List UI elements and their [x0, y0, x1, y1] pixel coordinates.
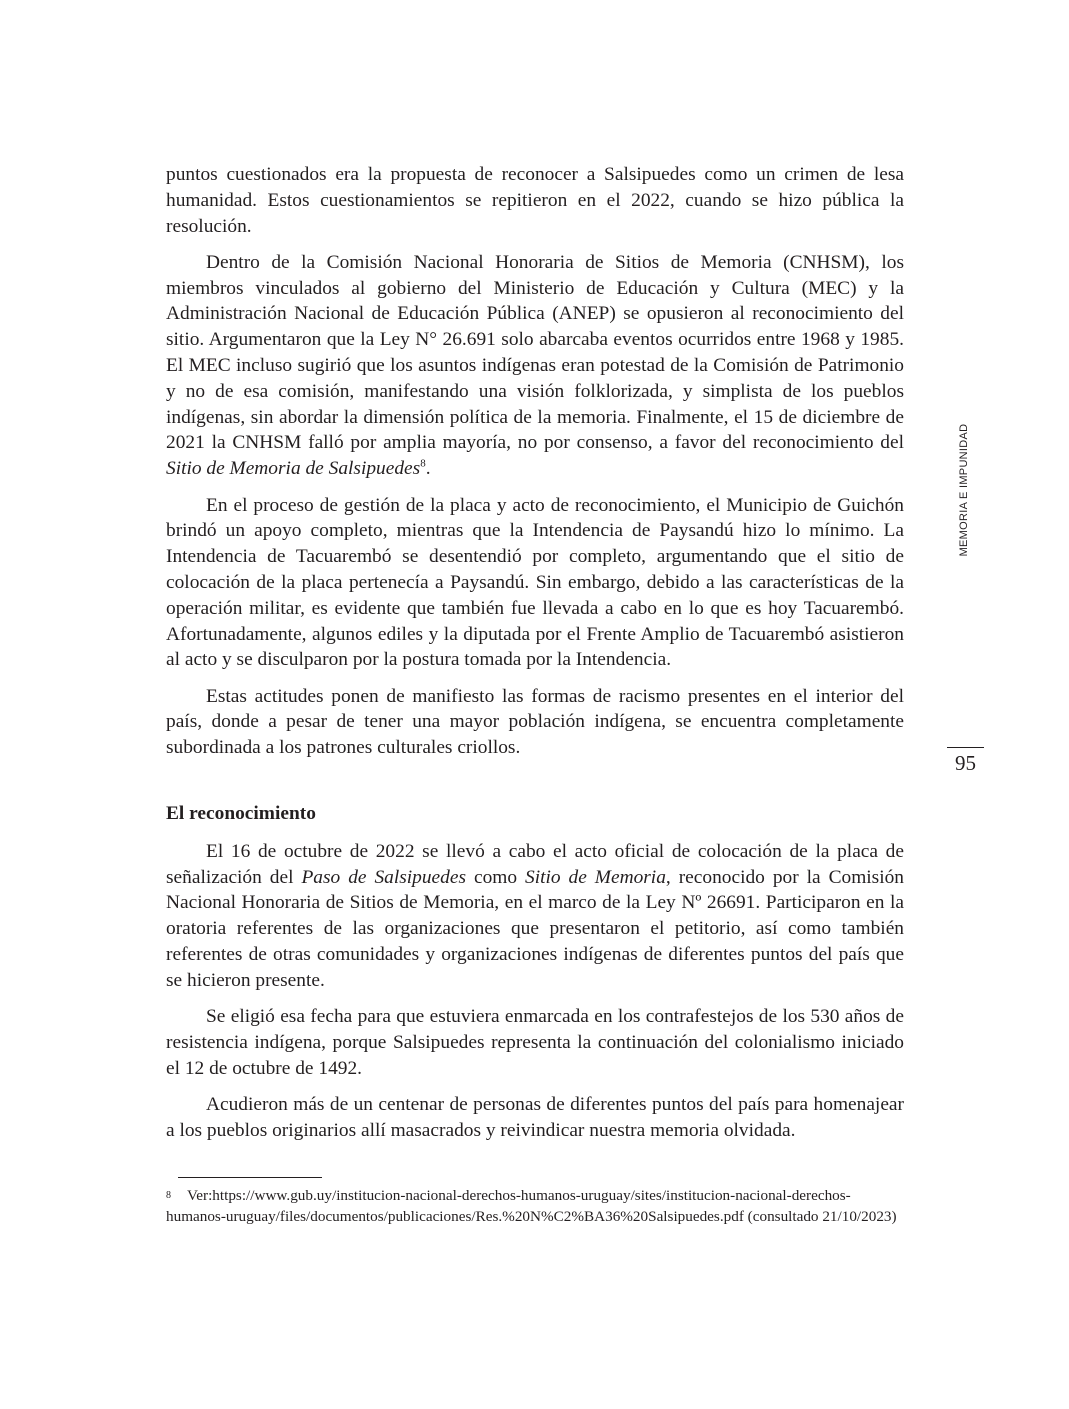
footnote-mark: 8: [166, 1190, 171, 1201]
body-text: [166, 162, 904, 1154]
section-heading: El reconocimiento: [166, 803, 316, 825]
footnote-reference[interactable]: 8: [420, 457, 426, 470]
paragraph: En el proceso de gestión de la placa y acto de reconocimiento, el Municipio de Guichón brindó un apoyo completo, mientras que la Intendencia de Paysandú hizo lo mínimo. La Intendencia de Tacuarembó se desentendió por completo, argumentando que el sitio de colocación de la placa pertenecía a Paysandú. Sin embargo, debido a las características de la operación militar, es evidente que también fue llevada a cabo en lo que es hoy Tacuarembó. Afortunadamente, algunos ediles y la diputada por el Frente Amplio de Tacuarembó asistieron al acto y se disculparon por la postura tomada por la Intendencia.: [166, 494, 904, 671]
page-number-rule: [947, 747, 984, 748]
footnote: [166, 1185, 908, 1227]
paragraph-text: Dentro de la Comisión Nacional Honoraria de Sitios de Memoria (CNHSM), los miembros vinculados al gobierno del Ministerio de Educación y Cultura (MEC) y la Administración Nacional de Educación Pública (ANEP) se opusieron al reconocimiento del sitio. Argumentaron que la Ley N° 26.691 solo abarcaba eventos ocurridos entre 1968 y 1985. El MEC incluso sugirió que los asuntos indígenas eran potestad de la Comisión de Patrimonio y no de esa comisión, manifestando una visión folklorizada, y simplista de los pueblos indígenas, sin abordar la dimensión política de la memoria. Finalmente, el 15 de diciembre de 2021 la CNHSM falló por amplia mayoría, no por consenso, a favor del reconocimiento del: [166, 251, 904, 454]
paragraph-text: El 16 de octubre de 2022 se llevó a cabo el acto oficial de colocación de la placa de señalización del: [166, 840, 904, 888]
page-number: 95: [955, 751, 976, 775]
paragraph-text: , reconocido por la Comisión Nacional Honoraria de Sitios de Memoria, en el marco de la Ley Nº 26691. Participaron en la oratoria referentes de las organizaciones que presentaron el petitorio, así como también referentes de otras comunidades y organizaciones indígenas de diferentes puntos del país que se hicieron presente.: [166, 866, 905, 991]
italic-site-name: Sitio de Memoria de Salsipuedes: [166, 458, 421, 480]
italic-site-type: Sitio de Memoria: [525, 866, 666, 888]
paragraph: [166, 839, 904, 994]
running-head: MEMORIA E IMPUNIDAD: [958, 423, 970, 557]
paragraph: puntos cuestionados era la propuesta de reconocer a Salsipuedes como un crimen de lesa humanidad. Estos cuestionamientos se repitieron en el 2022, cuando se hizo pública la resolución.: [166, 164, 904, 237]
paragraph: [166, 250, 904, 482]
italic-place-name: Paso de Salsipuedes: [301, 866, 467, 888]
paragraph: Acudieron más de un centenar de personas de diferentes puntos del país para homenajear a los pueblos originarios allí masacrados y reivindicar nuestra memoria olvidada.: [166, 1094, 904, 1141]
footnote-divider: [178, 1177, 322, 1178]
paragraph: Se eligió esa fecha para que estuviera enmarcada en los contrafestejos de los 530 años de resistencia indígena, porque Salsipuedes representa la continuación del colonialismo iniciado el 12 de octubre de 1492.: [166, 1006, 904, 1079]
paragraph-text: .: [425, 458, 431, 480]
footnote-text: Ver:https://www.gub.uy/institucion-nacional-derechos-humanos-uruguay/sites/institucion-nacional-derechos-humanos-uruguay/files/documentos/publicaciones/Res.%20N%C2%BA36%20Salsipuedes.pdf (consultado 21/10/2023): [166, 1187, 897, 1225]
paragraph: Estas actitudes ponen de manifiesto las formas de racismo presentes en el interior del país, donde a pesar de tener una mayor población indígena, se encuentra completamente subordinada a los patrones culturales criollos.: [166, 685, 904, 759]
paragraph-text: como: [466, 866, 526, 888]
